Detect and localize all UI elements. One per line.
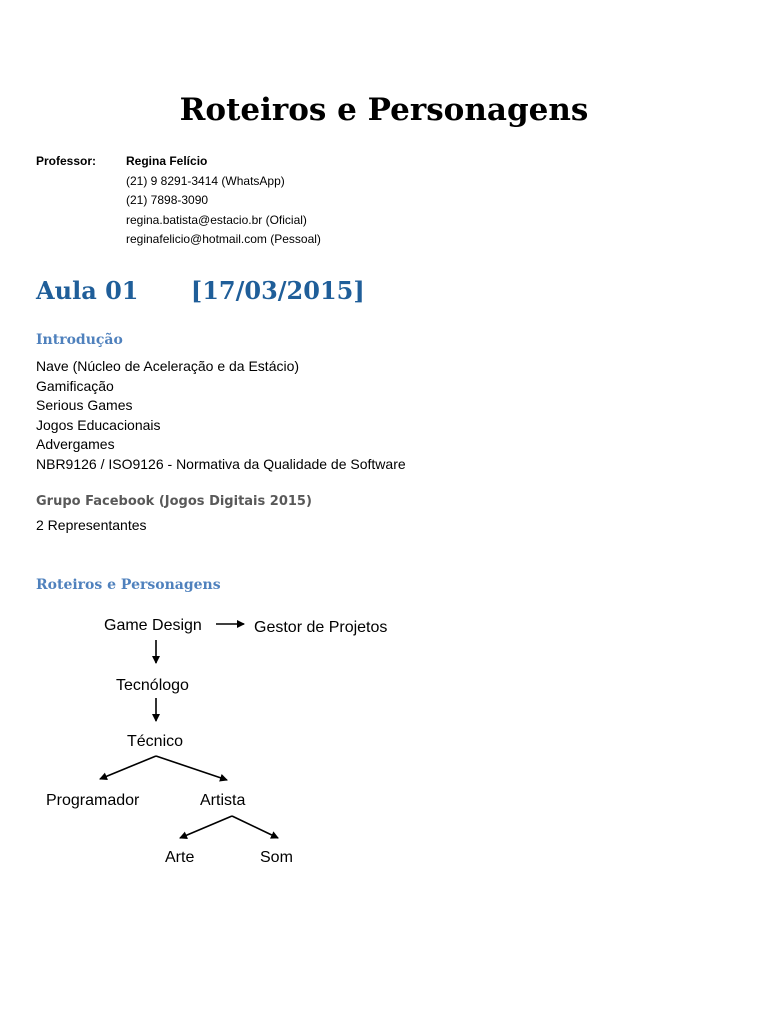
node-tecnico: Técnico — [127, 733, 184, 750]
arrow-artista-to-som — [232, 816, 278, 838]
node-game-design: Game Design — [104, 617, 202, 634]
document-title: Roteiros e Personagens — [179, 92, 589, 128]
professor-phone: (21) 7898-3090 — [126, 193, 209, 207]
arrow-tecnico-to-artista — [156, 756, 227, 780]
arrow-artista-to-arte — [180, 816, 232, 838]
node-artista: Artista — [200, 792, 246, 809]
career-flow-diagram — [0, 600, 420, 880]
node-arte: Arte — [165, 849, 195, 866]
facebook-group-text: 2 Representantes — [36, 517, 147, 533]
facebook-group-heading: Grupo Facebook (Jogos Digitais 2015) — [36, 494, 312, 509]
list-item: Jogos Educacionais — [36, 416, 161, 433]
lesson-number: Aula 01 — [36, 276, 139, 305]
node-programador: Programador — [46, 792, 140, 809]
list-item: NBR9126 / ISO9126 - Normativa da Qualidade de Software — [36, 455, 406, 472]
professor-label: Professor: — [36, 154, 97, 168]
professor-name: Regina Felício — [126, 154, 208, 168]
node-som: Som — [260, 849, 293, 866]
professor-contact — [126, 152, 321, 250]
list-item: Gamificação — [36, 377, 114, 394]
introduction-list — [36, 357, 406, 474]
lesson-date: [17/03/2015] — [190, 276, 365, 305]
professor-email-official: regina.batista@estacio.br (Oficial) — [126, 212, 307, 227]
introduction-heading: Introdução — [36, 332, 123, 348]
section-heading: Roteiros e Personagens — [36, 577, 221, 593]
list-item: Advergames — [36, 436, 115, 452]
node-tecnologo: Tecnólogo — [116, 677, 189, 694]
professor-whatsapp: (21) 9 8291-3414 (WhatsApp) — [126, 173, 285, 188]
list-item: Nave (Núcleo de Aceleração e da Estácio) — [36, 358, 300, 374]
list-item: Serious Games — [36, 397, 133, 413]
arrow-tecnico-to-programador — [100, 756, 156, 779]
professor-email-personal: reginafelicio@hotmail.com (Pessoal) — [126, 232, 321, 246]
lesson-heading — [36, 276, 365, 305]
node-gestor-de-projetos: Gestor de Projetos — [254, 619, 388, 636]
